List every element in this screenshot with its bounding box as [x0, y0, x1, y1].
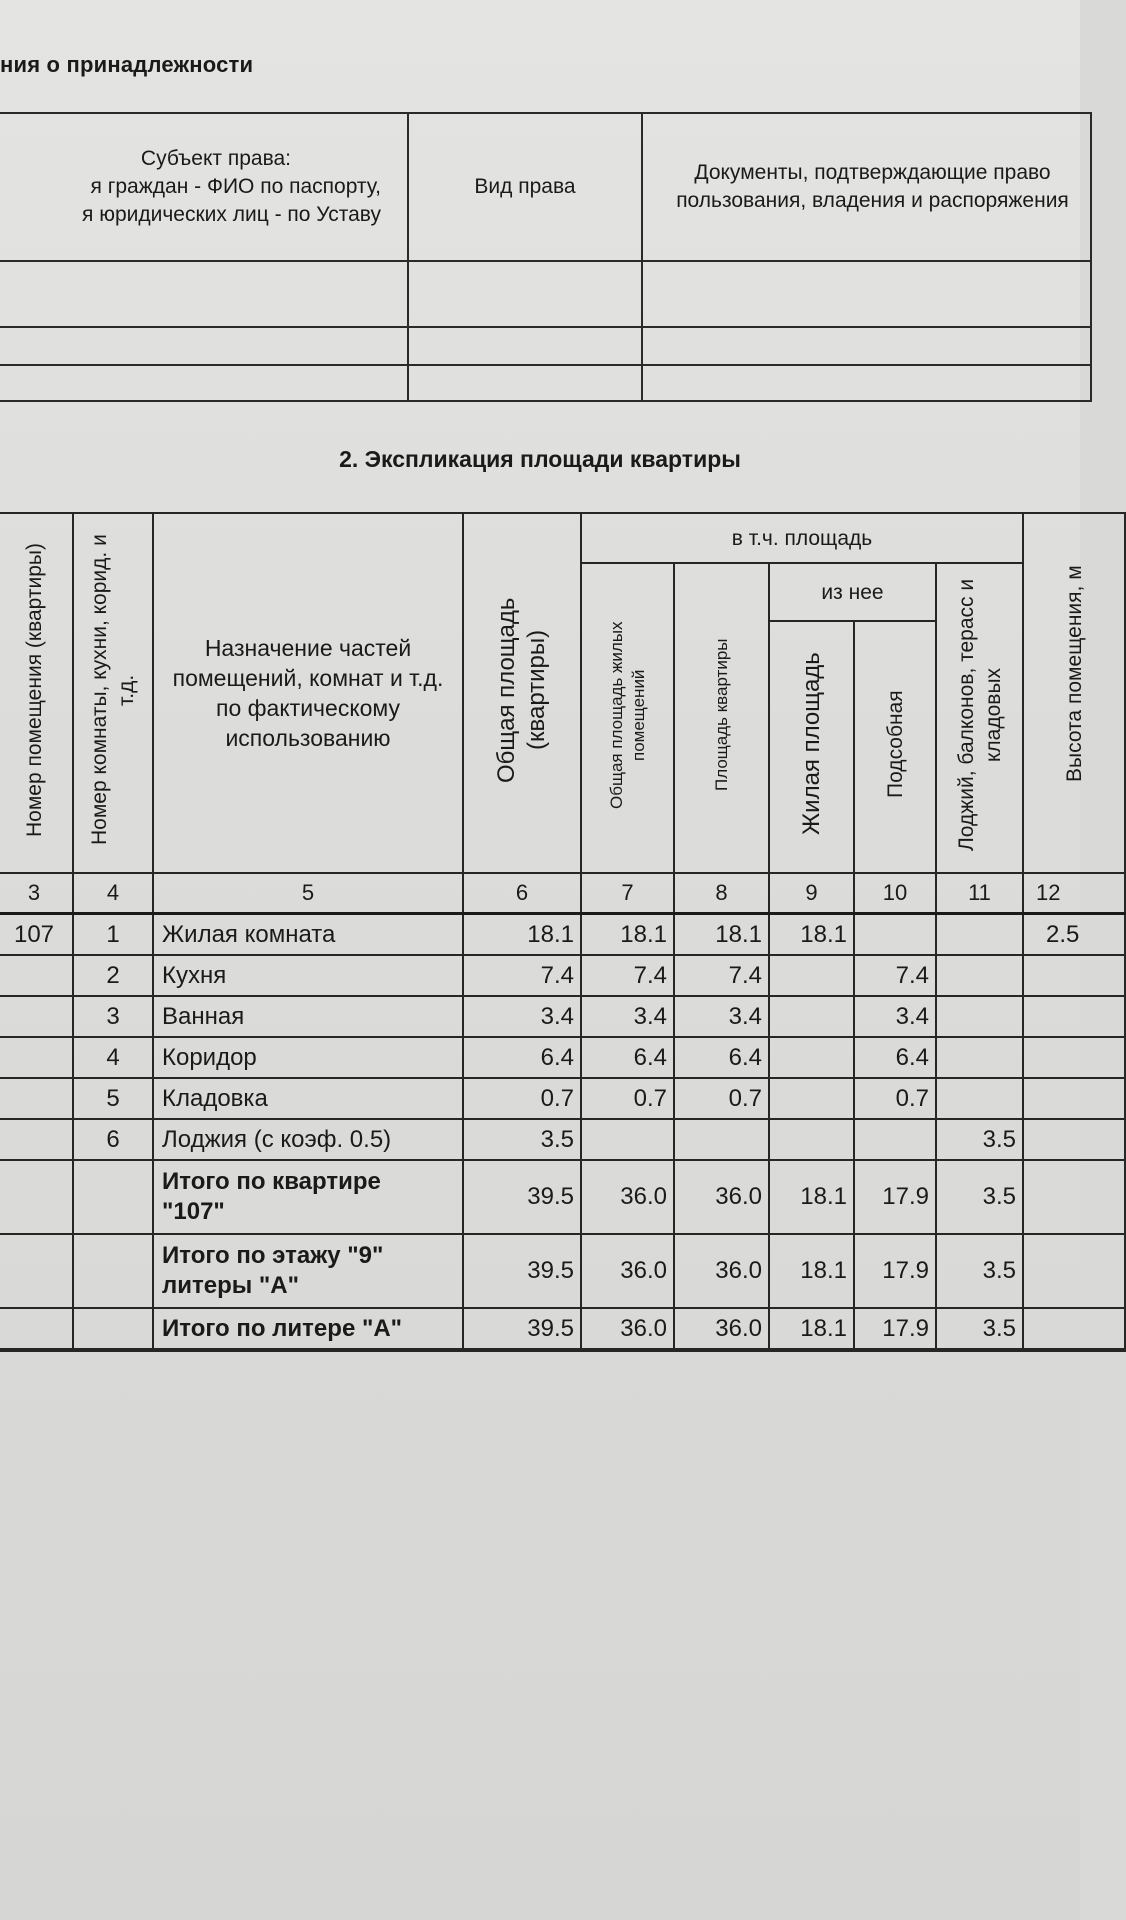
aux-cell: 6.4: [854, 1037, 936, 1078]
living-rooms-cell: 36.0: [581, 1234, 674, 1308]
loggia-cell: 3.5: [936, 1160, 1023, 1234]
living-rooms-cell: 0.7: [581, 1078, 674, 1119]
loggias-header-text: Лоджий, балконов, терасс и кладовых: [954, 578, 1005, 851]
premise-cell: [0, 996, 73, 1037]
apartment-cell: 0.7: [674, 1078, 769, 1119]
aux-cell: 17.9: [854, 1308, 936, 1350]
ownership-cell: [642, 261, 1091, 327]
premise-cell: [0, 1308, 73, 1350]
name-cell: Лоджия (с коэф. 0.5): [153, 1119, 463, 1160]
loggia-cell: [936, 996, 1023, 1037]
total-row: [0, 1234, 1125, 1308]
table-row: [0, 1078, 1125, 1119]
living-rooms-cell: 3.4: [581, 996, 674, 1037]
apartment-cell: 36.0: [674, 1234, 769, 1308]
room-cell: 2: [73, 955, 153, 996]
apartment-cell: 3.4: [674, 996, 769, 1037]
column-number: 9: [769, 873, 854, 914]
living-cell: [769, 955, 854, 996]
living-cell: 18.1: [769, 914, 854, 956]
loggia-cell: [936, 955, 1023, 996]
premise-cell: [0, 1119, 73, 1160]
height-cell: [1023, 1234, 1125, 1308]
column-number: 4: [73, 873, 153, 914]
height-cell: [1023, 1078, 1125, 1119]
column-number: 8: [674, 873, 769, 914]
premise-cell: [0, 1037, 73, 1078]
column-number-row: [0, 873, 1125, 914]
documents-header: [642, 113, 1091, 261]
premise-cell: 107: [0, 914, 73, 956]
total-name-line: "107": [162, 1198, 225, 1225]
ownership-cell: [408, 365, 642, 401]
purpose-header: [153, 513, 463, 873]
aux-cell: 3.4: [854, 996, 936, 1037]
subject-line-2: я граждан - ФИО по паспорту,: [90, 175, 381, 198]
loggia-cell: 3.5: [936, 1119, 1023, 1160]
total-living-rooms-header: [581, 563, 674, 873]
total-name-line: литеры "А": [162, 1272, 300, 1299]
apartment-cell: [674, 1119, 769, 1160]
height-cell: [1023, 996, 1125, 1037]
total-cell: 39.5: [463, 1308, 581, 1350]
total-living-rooms-header-text: Общая площадь жилых помещений: [606, 620, 648, 809]
room-cell: [73, 1160, 153, 1234]
total-cell: 0.7: [463, 1078, 581, 1119]
table-row: [0, 996, 1125, 1037]
living-cell: [769, 996, 854, 1037]
apartment-cell: 6.4: [674, 1037, 769, 1078]
ownership-cell: [642, 327, 1091, 365]
table-row: [0, 914, 1125, 956]
premise-number-header: [0, 513, 73, 873]
total-cell: 3.4: [463, 996, 581, 1037]
aux-cell: [854, 1119, 936, 1160]
apartment-cell: 36.0: [674, 1308, 769, 1350]
total-name-cell: [153, 1234, 463, 1308]
name-cell: Жилая комната: [153, 914, 463, 956]
room-number-header-text: Номер комнаты, кухни, корид. и т.д.: [88, 534, 138, 845]
name-cell: Кладовка: [153, 1078, 463, 1119]
height-cell: [1023, 955, 1125, 996]
table-row: [0, 955, 1125, 996]
living-cell: 18.1: [769, 1160, 854, 1234]
explication-table: [0, 512, 1126, 1352]
column-number: 7: [581, 873, 674, 914]
ownership-cell: [408, 261, 642, 327]
living-area-header-text: Жилая площадь: [797, 652, 825, 835]
living-rooms-cell: 6.4: [581, 1037, 674, 1078]
total-area-header-text: Общая площадь (квартиры): [493, 596, 550, 783]
apartment-area-header: [674, 563, 769, 873]
aux-cell: 0.7: [854, 1078, 936, 1119]
premise-cell: [0, 955, 73, 996]
loggia-cell: 3.5: [936, 1234, 1023, 1308]
explication-title: 2. Экспликация площади квартиры: [339, 446, 741, 472]
aux-cell: 7.4: [854, 955, 936, 996]
apartment-cell: 7.4: [674, 955, 769, 996]
total-cell: 6.4: [463, 1037, 581, 1078]
subject-line-3: я юридических лиц - по Уставу: [82, 203, 381, 226]
living-cell: [769, 1037, 854, 1078]
of-which-header: из нее: [769, 563, 936, 621]
living-cell: 18.1: [769, 1308, 854, 1350]
living-rooms-cell: 36.0: [581, 1160, 674, 1234]
total-row: [0, 1308, 1125, 1350]
room-cell: 4: [73, 1037, 153, 1078]
column-number: 11: [936, 873, 1023, 914]
ownership-cell: [0, 261, 408, 327]
loggia-cell: [936, 1078, 1023, 1119]
apartment-cell: 36.0: [674, 1160, 769, 1234]
living-cell: [769, 1119, 854, 1160]
subject-line-1: Субъект права:: [140, 147, 291, 170]
ownership-table: [0, 112, 1092, 402]
room-cell: [73, 1308, 153, 1350]
loggia-cell: [936, 914, 1023, 956]
total-cell: 39.5: [463, 1160, 581, 1234]
column-number: 12: [1023, 873, 1125, 914]
height-cell: [1023, 1119, 1125, 1160]
living-cell: [769, 1078, 854, 1119]
room-cell: [73, 1234, 153, 1308]
total-cell: 3.5: [463, 1119, 581, 1160]
room-cell: 6: [73, 1119, 153, 1160]
name-cell: Коридор: [153, 1037, 463, 1078]
aux-cell: 17.9: [854, 1234, 936, 1308]
ownership-section-heading: ния о принадлежности: [0, 52, 254, 77]
aux-cell: 17.9: [854, 1160, 936, 1234]
living-rooms-cell: 36.0: [581, 1308, 674, 1350]
apartment-cell: 18.1: [674, 914, 769, 956]
living-rooms-cell: 7.4: [581, 955, 674, 996]
subject-header: [0, 113, 408, 261]
total-name-cell: [153, 1308, 463, 1350]
loggia-cell: [936, 1037, 1023, 1078]
auxiliary-header-text: Подсобная: [883, 689, 907, 798]
height-header: [1023, 513, 1125, 873]
table-row: [0, 1119, 1125, 1160]
auxiliary-header: [854, 621, 936, 873]
room-number-header: [73, 513, 153, 873]
height-cell: 2.5: [1023, 914, 1125, 956]
column-number: 10: [854, 873, 936, 914]
premise-cell: [0, 1160, 73, 1234]
right-type-header: Вид права: [408, 113, 642, 261]
apartment-area-header-text: Площадь квартиры: [711, 638, 731, 791]
column-number: 5: [153, 873, 463, 914]
total-name-cell: [153, 1160, 463, 1234]
height-cell: [1023, 1160, 1125, 1234]
ownership-cell: [0, 327, 408, 365]
living-rooms-cell: 18.1: [581, 914, 674, 956]
total-cell: 39.5: [463, 1234, 581, 1308]
total-row: [0, 1160, 1125, 1234]
total-name-line: Итого по литере "А": [162, 1314, 403, 1342]
loggias-header: [936, 563, 1023, 873]
total-cell: 18.1: [463, 914, 581, 956]
living-rooms-cell: [581, 1119, 674, 1160]
incl-area-header: в т.ч. площадь: [581, 513, 1023, 563]
ownership-cell: [642, 365, 1091, 401]
column-number: 3: [0, 873, 73, 914]
name-cell: Кухня: [153, 955, 463, 996]
total-name-line: Итого по квартире: [162, 1168, 381, 1195]
purpose-header-text: Назначение частей помещений, комнат и т.д. по фактическому использованию: [172, 635, 444, 751]
premise-number-header-text: Номер помещения (квартиры): [22, 542, 46, 837]
premise-cell: [0, 1078, 73, 1119]
height-header-text: Высота помещения, м: [1062, 565, 1086, 783]
height-cell: [1023, 1037, 1125, 1078]
aux-cell: [854, 914, 936, 956]
documents-header-text: Документы, подтверждающие право пользования, владения и распоряжения: [676, 161, 1069, 212]
ownership-cell: [0, 365, 408, 401]
total-cell: 7.4: [463, 955, 581, 996]
table-row: [0, 1037, 1125, 1078]
total-name-line: Итого по этажу "9": [162, 1242, 384, 1269]
living-area-header: [769, 621, 854, 873]
height-cell: [1023, 1308, 1125, 1350]
ownership-cell: [408, 327, 642, 365]
room-cell: 3: [73, 996, 153, 1037]
premise-cell: [0, 1234, 73, 1308]
loggia-cell: 3.5: [936, 1308, 1023, 1350]
living-cell: 18.1: [769, 1234, 854, 1308]
room-cell: 1: [73, 914, 153, 956]
name-cell: Ванная: [153, 996, 463, 1037]
room-cell: 5: [73, 1078, 153, 1119]
total-area-header: [463, 513, 581, 873]
column-number: 6: [463, 873, 581, 914]
